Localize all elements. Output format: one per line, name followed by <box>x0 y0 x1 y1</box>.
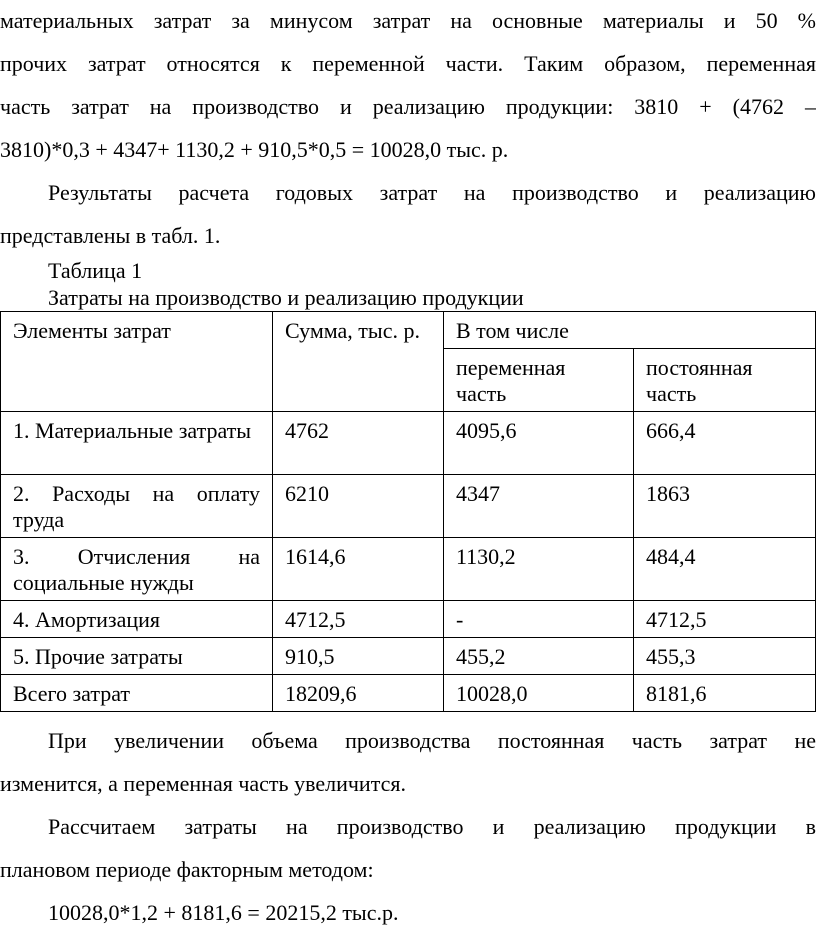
row-sum: 6210 <box>273 475 444 538</box>
row-sum: 4712,5 <box>273 601 444 638</box>
row-sum: 1614,6 <box>273 538 444 601</box>
row-name: 5. Прочие затраты <box>1 638 273 675</box>
paragraph-line: представлены в табл. 1. <box>0 223 221 248</box>
row-sum: 4762 <box>273 412 444 475</box>
row-fixed: 455,3 <box>634 638 816 675</box>
paragraph-line: При увеличении объема производства постоянная часть затрат не <box>48 728 816 753</box>
paragraph-line: Результаты расчета годовых затрат на производство и реализацию <box>48 180 816 205</box>
table-total-row <box>1 675 816 712</box>
header-elements: Элементы затрат <box>1 312 273 412</box>
paragraph-line: изменится, а переменная часть увеличится. <box>0 771 406 796</box>
row-variable: 455,2 <box>444 638 634 675</box>
row-name: 1. Материальные затраты <box>1 412 273 475</box>
paragraph-line: 3810)*0,3 + 4347+ 1130,2 + 910,5*0,5 = 10028,0 тыс. р. <box>0 137 509 162</box>
table-row <box>1 475 816 538</box>
row-name: 3. Отчисления на социальные нужды <box>1 538 273 601</box>
row-name: 2. Расходы на оплату труда <box>1 475 273 538</box>
table-caption: Таблица 1 <box>48 258 143 283</box>
row-variable: 4347 <box>444 475 634 538</box>
formula-line: 10028,0*1,2 + 8181,6 = 20215,2 тыс.р. <box>48 900 399 925</box>
row-variable: 4095,6 <box>444 412 634 475</box>
row-sum: 18209,6 <box>273 675 444 712</box>
table-header-row <box>1 312 816 349</box>
row-fixed: 666,4 <box>634 412 816 475</box>
costs-table <box>0 311 816 712</box>
row-fixed: 484,4 <box>634 538 816 601</box>
row-variable: 1130,2 <box>444 538 634 601</box>
row-sum: 910,5 <box>273 638 444 675</box>
table-row <box>1 412 816 475</box>
paragraph-line: материальных затрат за минусом затрат на основные материалы и 50 % <box>0 8 816 33</box>
row-variable: 10028,0 <box>444 675 634 712</box>
header-including: В том числе <box>444 312 816 349</box>
paragraph-line: Рассчитаем затраты на производство и реализацию продукции в <box>48 814 816 839</box>
header-variable: переменная часть <box>444 349 634 412</box>
table-row <box>1 601 816 638</box>
table-row <box>1 538 816 601</box>
row-fixed: 8181,6 <box>634 675 816 712</box>
row-name: Всего затрат <box>1 675 273 712</box>
row-fixed: 1863 <box>634 475 816 538</box>
header-sum: Сумма, тыс. р. <box>273 312 444 412</box>
table-row <box>1 638 816 675</box>
table-title: Затраты на производство и реализацию продукции <box>48 285 524 310</box>
paragraph-line: часть затрат на производство и реализацию продукции: 3810 + (4762 – <box>0 94 816 119</box>
paragraph-line: плановом периоде факторным методом: <box>0 857 374 882</box>
header-fixed: постоянная часть <box>634 349 816 412</box>
row-name: 4. Амортизация <box>1 601 273 638</box>
row-variable: - <box>444 601 634 638</box>
paragraph-line: прочих затрат относятся к переменной части. Таким образом, переменная <box>0 51 816 76</box>
row-fixed: 4712,5 <box>634 601 816 638</box>
